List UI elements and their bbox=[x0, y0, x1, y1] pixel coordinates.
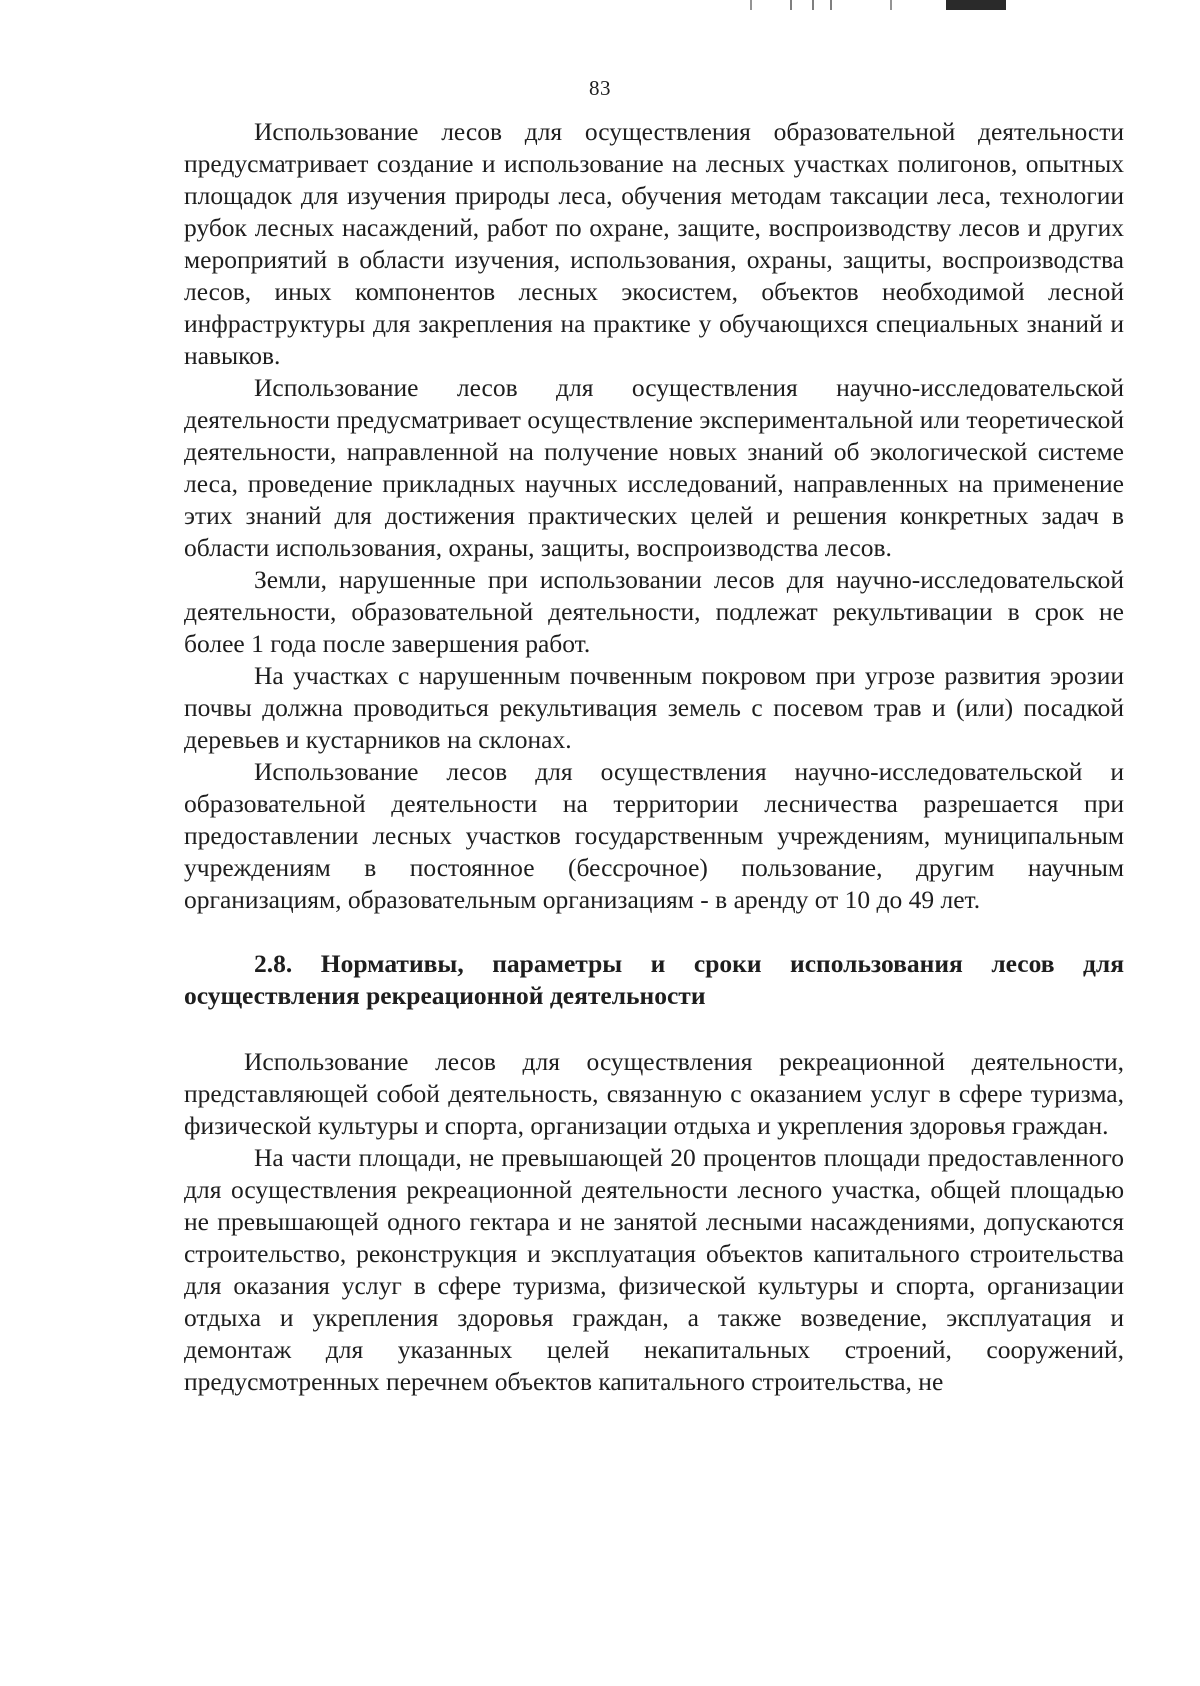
page-number: 83 bbox=[589, 76, 611, 100]
scan-artifact-marks bbox=[750, 0, 1010, 12]
document-body bbox=[184, 116, 1124, 1398]
paragraph-provision-terms: Использование лесов для осуществления научно-исследовательской и образовательной деятельности на территории лесничества разрешается при предоставлении лесных участков государственным учреждениям, муниципальным учреждениям в постоянное (бессрочное) пользование, другим научным организациям, образовательным организациям - в аренду от 10 до 49 лет. bbox=[184, 757, 1124, 914]
paragraph-education-use: Использование лесов для осуществления образовательной деятельности предусматривает создание и использование на лесных участках полигонов, опытных площадок для изучения природы леса, обучения методам таксации леса, технологии рубок лесных насаждений, работ по охране, защите, воспроизводству лесов и других мероприятий в области изучения, использования, охраны, защиты, воспроизводства лесов, иных компонентов лесных экосистем, объектов необходимой лесной инфраструктуры для закрепления на практике у обучающихся специальных знаний и навыков. bbox=[184, 117, 1124, 370]
paragraph-recreation-construction: На части площади, не превышающей 20 процентов площади предоставленного для осуществления рекреационной деятельности лесного участка, общей площадью не превышающей одного гектара и не занятой лесными насаждениями, допускаются строительство, реконструкция и эксплуатация объектов капитального строительства для оказания услуг в сфере туризма, физической культуры и спорта, организации отдыха и укрепления здоровья граждан, а также возведение, эксплуатация и демонтаж для указанных целей некапитальных строений, сооружений, предусмотренных перечнем объектов капитального строительства, не bbox=[184, 1143, 1124, 1396]
paragraph-land-recultivation: Земли, нарушенные при использовании лесов для научно-исследовательской деятельности, образовательной деятельности, подлежат рекультивации в срок не более 1 года после завершения работ. bbox=[184, 565, 1124, 658]
section-heading: 2.8. Нормативы, параметры и сроки использования лесов для осуществления рекреационной деятельности bbox=[184, 949, 1124, 1010]
paragraph-research-use: Использование лесов для осуществления научно-исследовательской деятельности предусматривает осуществление экспериментальной или теоретической деятельности, направленной на получение новых знаний об экологической системе леса, проведение прикладных научных исследований, направленных на применение этих знаний для достижения практических целей и решения конкретных задач в области использования, охраны, защиты, воспроизводства лесов. bbox=[184, 373, 1124, 562]
paragraph-erosion-recultivation: На участках с нарушенным почвенным покровом при угрозе развития эрозии почвы должна проводиться рекультивация земель с посевом трав и (или) посадкой деревьев и кустарников на склонах. bbox=[184, 661, 1124, 754]
paragraph-recreation-definition: Использование лесов для осуществления рекреационной деятельности, представляющей собой деятельность, связанную с оказанием услуг в сфере туризма, физической культуры и спорта, организации отдыха и укрепления здоровья граждан. bbox=[184, 1047, 1124, 1140]
